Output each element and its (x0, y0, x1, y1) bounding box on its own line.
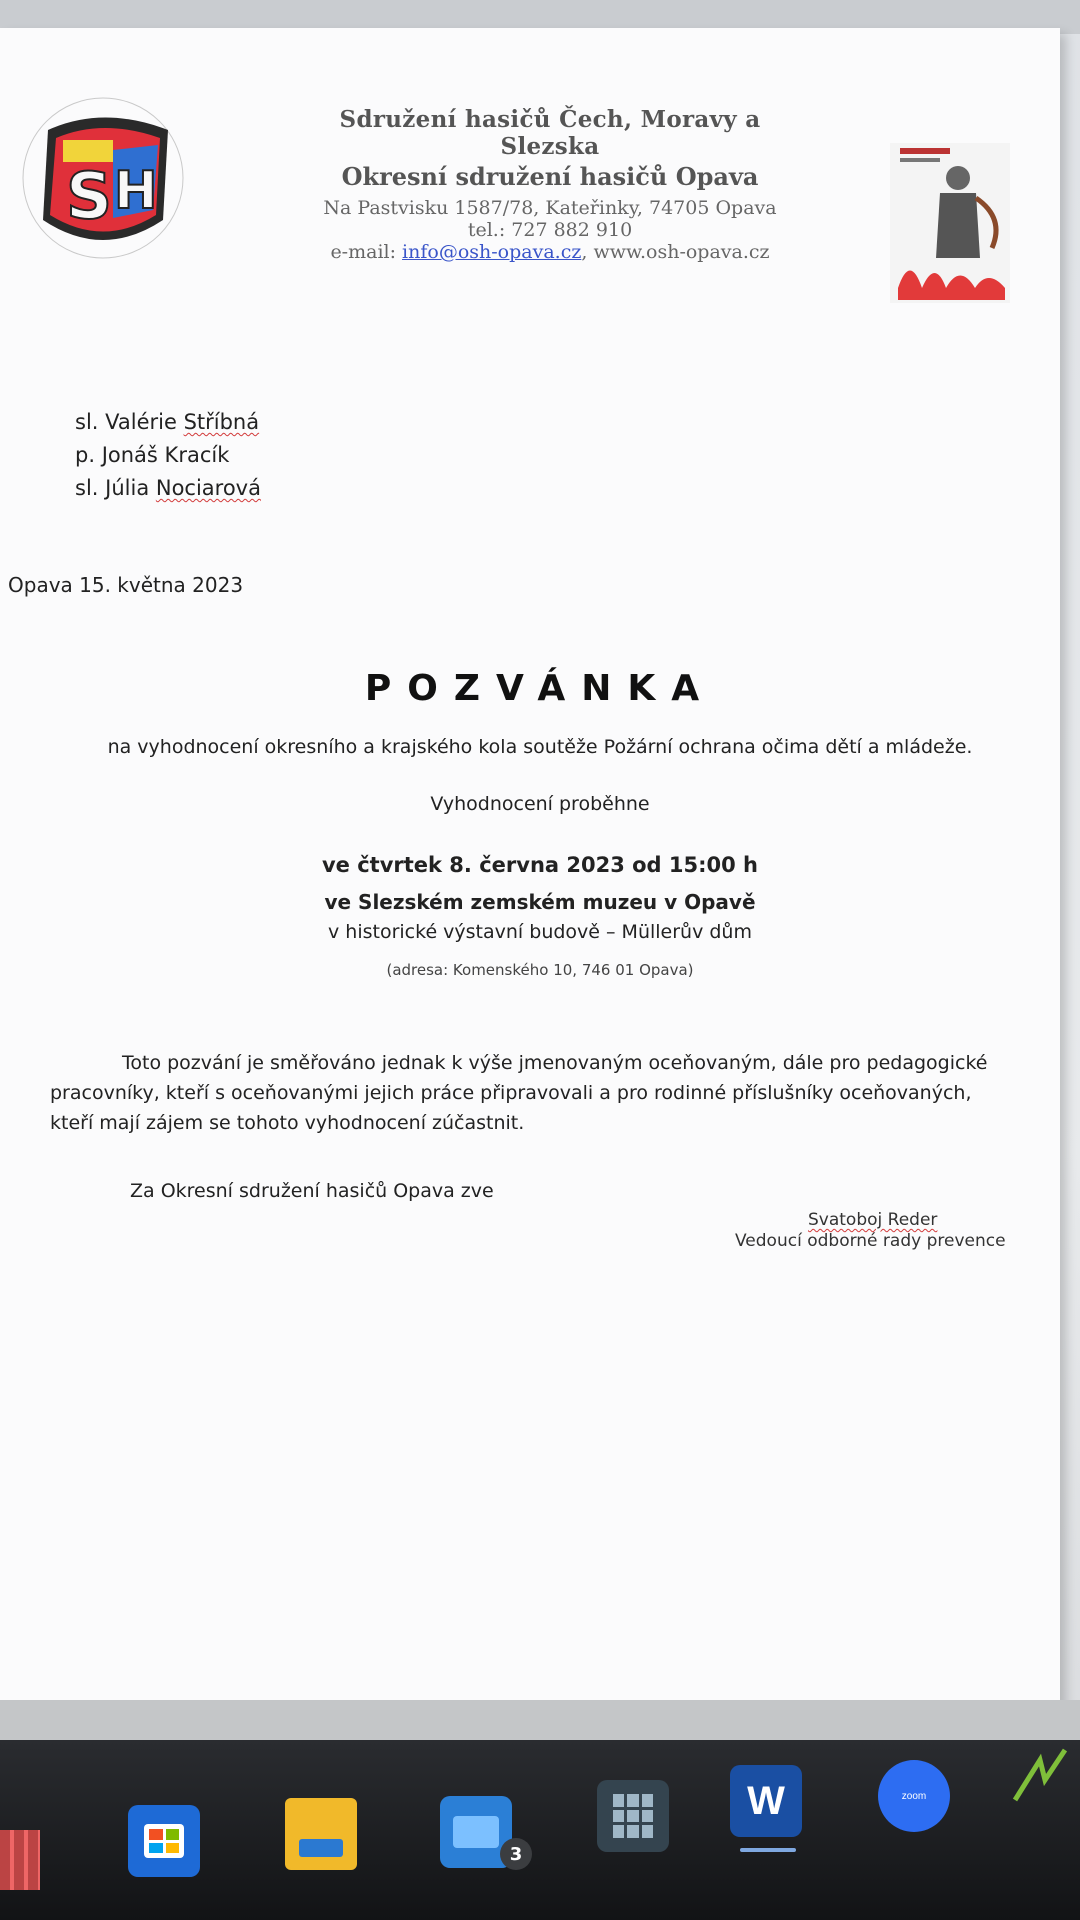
recipient-surname: Nociarová (155, 476, 261, 500)
event-address: (adresa: Komenského 10, 746 01 Opava) (386, 961, 694, 979)
recipient-surname: Kracík (164, 443, 230, 467)
org-district-name: Okresní sdružení hasičů Opava (341, 162, 759, 191)
recipient-3 (75, 472, 261, 505)
recipient-name: Jonáš (101, 443, 165, 467)
zoom-icon[interactable] (878, 1760, 950, 1832)
recipients-list (75, 406, 261, 505)
date-line: Opava 15. května 2023 (8, 573, 244, 597)
event-building: v historické výstavní budově – Müllerův dům (328, 921, 752, 943)
system-tray-icon[interactable] (1005, 1740, 1075, 1810)
event-venue: ve Slezském zemském muzeu v Opavě (324, 890, 756, 914)
word-icon[interactable] (730, 1765, 802, 1837)
web-address: , www.osh-opava.cz (581, 241, 770, 263)
svg-text:H: H (114, 161, 158, 221)
sh-logo-icon (18, 90, 188, 265)
word-label: W (747, 1778, 785, 1823)
store-icon[interactable] (128, 1805, 200, 1877)
word-status-area (0, 1700, 1080, 1740)
org-address: Na Pastvisku 1587/78, Kateřinky, 74705 Opava (323, 197, 777, 219)
event-datetime: ve čtvrtek 8. června 2023 od 15:00 h (321, 853, 759, 877)
invitation-subtitle: na vyhodnocení okresního a krajského kola soutěže Požární ochrana očima dětí a mládeže. (107, 736, 973, 758)
invitation-body: Toto pozvání je směřováno jednak k výše jmenovaným oceňovaným, dále pro pedagogické pracovníky, kteří s oceňovanými jejich práce připravovali a pro rodinné příslušníky oceňovaných, kteří mají zájem se tohoto vyhodnocení zúčastnit. (50, 1052, 988, 1134)
org-contact (290, 241, 810, 263)
email-prefix: e-mail: (330, 241, 403, 263)
mail-unread-badge: 3 (500, 1838, 532, 1870)
email-link[interactable]: info@osh-opava.cz (402, 241, 582, 263)
zoom-label: zoom (901, 1790, 927, 1802)
recipient-title: p. (75, 443, 96, 467)
event-intro: Vyhodnocení proběhne (430, 793, 650, 815)
signoff: Za Okresní sdružení hasičů Opava zve (130, 1180, 494, 1202)
invitation-title: POZVÁNKA (364, 668, 716, 709)
recipient-surname: Stříbná (183, 410, 260, 434)
recipient-name: Júlia (105, 476, 156, 500)
organization-header (290, 106, 810, 263)
taskbar (0, 1740, 1080, 1920)
recipient-2 (75, 439, 261, 472)
svg-text:S: S (66, 160, 113, 234)
org-name: Sdružení hasičů Čech, Moravy a Slezska (339, 106, 761, 160)
recipient-title: sl. (75, 476, 99, 500)
recipient-1 (75, 406, 261, 439)
recipient-name: Valérie (105, 410, 184, 434)
signer-name: Svatoboj Reder (808, 1210, 938, 1230)
file-explorer-icon[interactable] (285, 1798, 357, 1870)
org-phone: tel.: 727 882 910 (467, 219, 633, 241)
word-active-indicator (740, 1848, 796, 1852)
recipient-title: sl. (75, 410, 99, 434)
taskbar-app-icon[interactable] (0, 1830, 40, 1890)
calculator-icon[interactable] (597, 1780, 669, 1852)
signer-role: Vedoucí odborné rady prevence (735, 1231, 1006, 1251)
firefighter-saint-emblem-icon (880, 138, 1020, 308)
document-page[interactable] (0, 28, 1060, 1708)
